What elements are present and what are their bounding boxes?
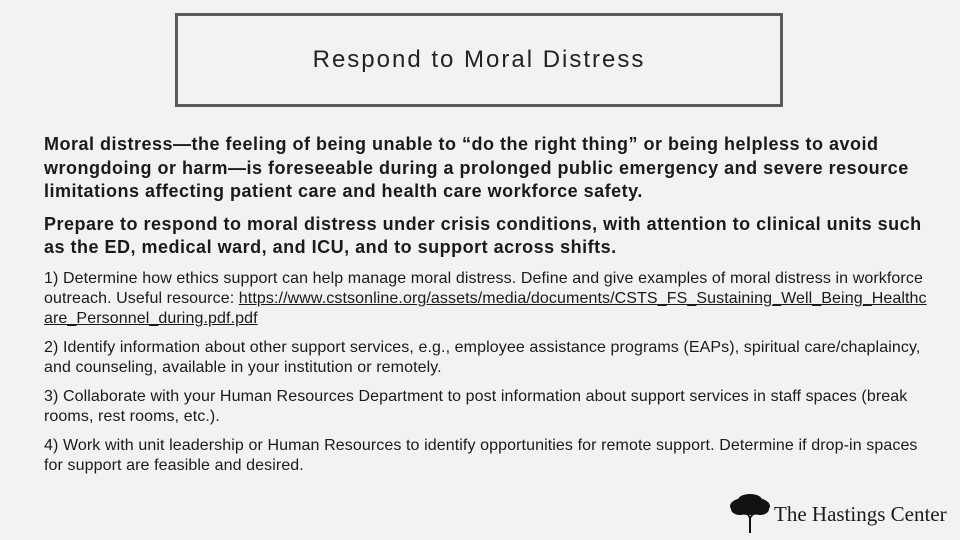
step-3: 3) Collaborate with your Human Resources Department to post information about support services in staff spaces (break rooms, rest rooms, etc.). [44,387,908,425]
step-1-text: 1) Determine how ethics support can help manage moral distress. Define and give examples of moral distress in workforce outreach. Useful resource: [44,269,923,307]
hastings-center-logo [728,494,947,534]
tree-icon [728,494,772,534]
slide-title: Respond to Moral Distress [312,46,646,73]
resource-link[interactable]: https://www.cstsonline.org/assets/media/documents/CSTS_FS_Sustaining_Well_Being_Healthcare_Personnel_during.pdf.pdf [44,289,927,327]
title-box [175,13,783,107]
prepare-paragraph: Prepare to respond to moral distress under crisis conditions, with attention to clinical units such as the ED, medical ward, and ICU, and to support across shifts. [44,213,922,257]
step-4: 4) Work with unit leadership or Human Resources to identify opportunities for remote support. Determine if drop-in spaces for support are feasible and desired. [44,436,918,474]
logo-text: The Hastings Center [774,501,947,526]
step-1 [44,269,934,329]
intro-paragraph: Moral distress—the feeling of being unable to “do the right thing” or being helpless to avoid wrongdoing or harm—is foreseeable during a prolonged public emergency and severe resource limitations affecting patient care and health care workforce safety. [44,134,909,201]
step-2: 2) Identify information about other support services, e.g., employee assistance programs (EAPs), spiritual care/chaplaincy, and counseling, available in your institution or remotely. [44,338,921,376]
slide-body [44,133,934,485]
